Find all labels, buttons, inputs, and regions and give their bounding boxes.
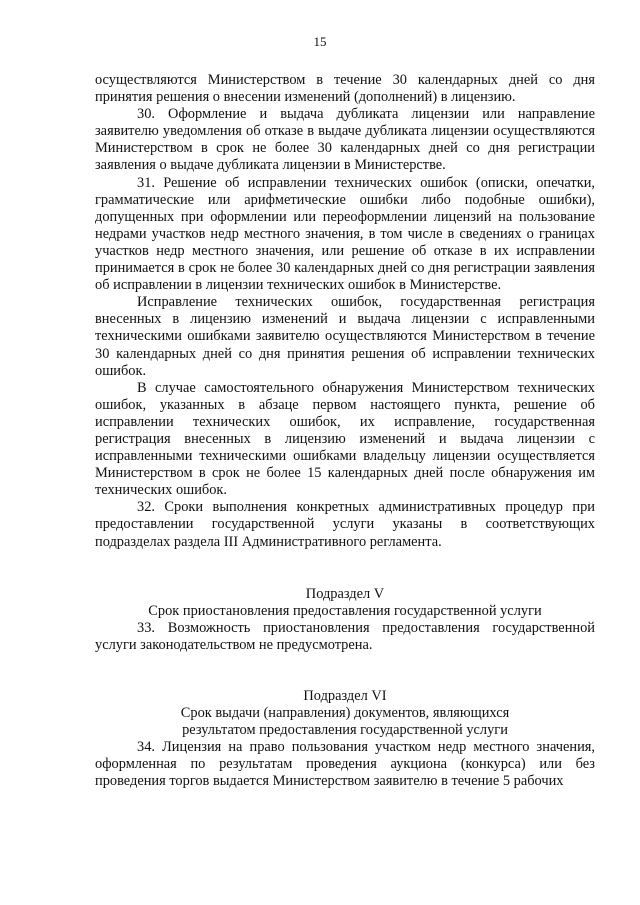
paragraph-30: 30. Оформление и выдача дубликата лицензии или направление заявителю уведомления об отказе в выдаче дубликата лицензии осуществляются Министерством в срок не более 30 календарных дней со дня регистрации заявления о выдаче дубликата лицензии в Министерстве. bbox=[95, 106, 595, 174]
paragraph-31-self-detection: В случае самостоятельного обнаружения Министерством технических ошибок, указанных в абзаце первом настоящего пункта, решение об исправлении технических ошибок, их исправление, государственная регистрация внесенных в лицензию изменений и выдача лицензии с исправленными техническими ошибками владельцу лицензии осуществляется Министерством в срок не более 15 календарных дней после обнаружения им технических ошибок. bbox=[95, 379, 595, 499]
paragraph-34: 34. Лицензия на право пользования участком недр местного значения, оформленная по результатам проведения аукциона (конкурса) или без проведения торгов выдается Министерством заявителю в течение 5 рабочих bbox=[95, 739, 595, 790]
paragraph-continuation: осуществляются Министерством в течение 30 календарных дней со дня принятия решения о внесении изменений (дополнений) в лицензию. bbox=[95, 72, 595, 106]
subsection-vi-label: Подраздел VI bbox=[303, 688, 387, 704]
subsection-v-title: Срок приостановления предоставления государственной услуги bbox=[148, 602, 542, 619]
document-body bbox=[95, 72, 595, 791]
paragraph-31-correction: Исправление технических ошибок, государственная регистрация внесенных в лицензию изменений и выдача лицензии с исправленными техническими ошибками заявителю осуществляются Министерством в течение 30 календарных дней со дня принятия решения об исправлении технических ошибок. bbox=[95, 294, 595, 379]
paragraph-31: 31. Решение об исправлении технических ошибок (описки, опечатки, грамматические или арифметические ошибки либо подобные ошибки), допущенных при оформлении или переоформлении лицензий на пользование недрами участков недр местного значения, в том числе в сведениях о границах участков недр местного значения, или решение об отказе в их исправлении принимается в срок не более 30 календарных дней со дня регистрации заявления об исправлении в лицензии технических ошибок в Министерстве. bbox=[95, 174, 595, 294]
subsection-vi-title-line2: результатом предоставления государственной услуги bbox=[182, 722, 508, 739]
paragraph-32: 32. Сроки выполнения конкретных административных процедур при предоставлении государственной услуги указаны в соответствующих подразделах раздела III Административного регламента. bbox=[95, 499, 595, 550]
paragraph-33: 33. Возможность приостановления предоставления государственной услуги законодательством не предусмотрена. bbox=[95, 619, 595, 653]
subsection-v-label: Подраздел V bbox=[305, 585, 385, 602]
subsection-vi-title-line1: Срок выдачи (направления) документов, являющихся bbox=[180, 705, 510, 722]
page-number: 15 bbox=[313, 34, 327, 49]
